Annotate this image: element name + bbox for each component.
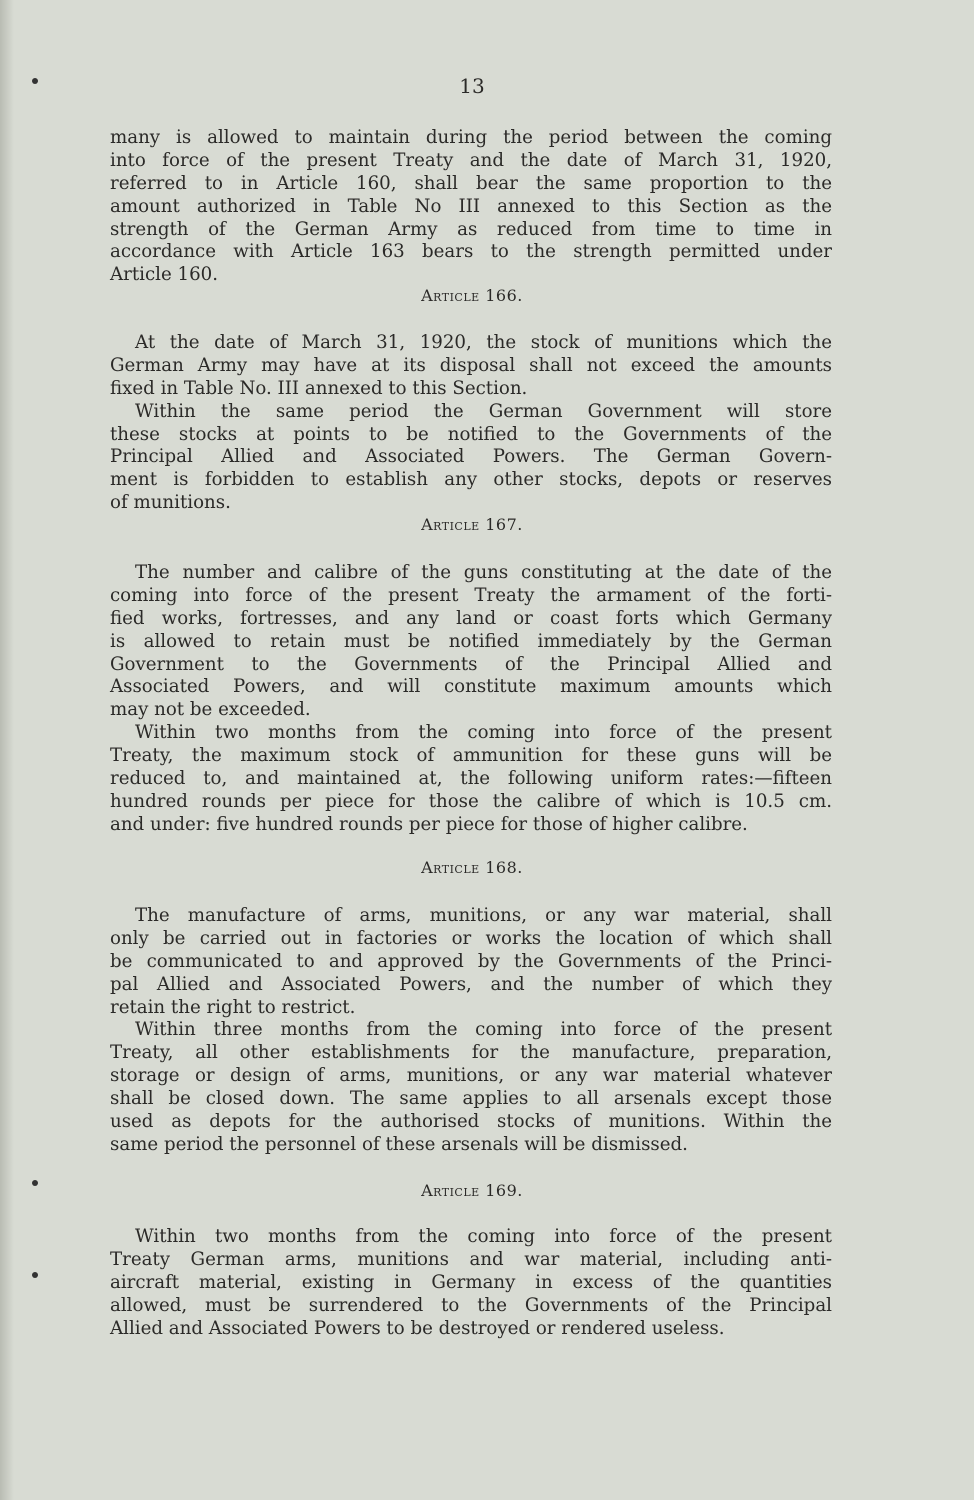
article-body — [110, 1226, 832, 1340]
text-line: ment is forbidden to establish any other stocks, depots or reserves — [110, 469, 832, 491]
text-line: into force of the present Treaty and the date of March 31, 1920, — [110, 149, 832, 171]
paragraph — [110, 905, 832, 1019]
text-line: At the date of March 31, 1920, the stock of munitions which the — [135, 332, 832, 353]
paragraph — [110, 562, 832, 722]
text-line: Treaty German arms, munitions and war material, including anti- — [110, 1248, 832, 1270]
text-line: retain the right to restrict. — [110, 996, 356, 1018]
text-line: Within two months from the coming into force of the present — [135, 722, 832, 744]
article-body — [110, 905, 832, 1157]
text-line: coming into force of the present Treaty the armament of the forti- — [110, 584, 832, 606]
text-line: fixed in Table No. III annexed to this Section. — [110, 377, 528, 399]
article-heading: Article 169. — [421, 1181, 523, 1200]
text-line: strength of the German Army as reduced from time to time in — [110, 218, 832, 240]
text-line: German Army may have at its disposal shall not exceed the amounts — [110, 354, 832, 376]
text-line: aircraft material, existing in Germany in excess of the quantities — [110, 1271, 832, 1293]
text-line: only be carried out in factories or works the location of which shall — [110, 927, 832, 949]
text-line: allowed, must be surrendered to the Governments of the Principal — [110, 1294, 832, 1316]
text-line: referred to in Article 160, shall bear the same proportion to the — [110, 172, 832, 194]
text-line: reduced to, and maintained at, the following uniform rates:—fifteen — [110, 768, 832, 790]
paragraph — [110, 1226, 832, 1340]
article-heading: Article 167. — [421, 515, 523, 534]
text-line: may not be exceeded. — [110, 699, 311, 721]
text-line: of munitions. — [110, 492, 231, 514]
article-body — [110, 332, 832, 515]
text-line: Within three months from the coming into force of the present — [135, 1019, 832, 1041]
text-line: Article 160. — [110, 264, 218, 286]
text-line: Treaty, the maximum stock of ammunition for these guns will be — [110, 745, 832, 767]
text-line: storage or design of arms, munitions, or any war material whatever — [110, 1065, 832, 1087]
text-line: hundred rounds per piece for those the calibre of which is 10.5 cm. — [110, 790, 832, 812]
text-line: used as depots for the authorised stocks of munitions. Within the — [110, 1111, 832, 1133]
text-line: is allowed to retain must be notified immediately by the German — [110, 630, 832, 652]
text-line: accordance with Article 163 bears to the strength permitted under — [110, 241, 832, 263]
text-line: many is allowed to maintain during the period between the coming — [110, 127, 832, 148]
text-line: Principal Allied and Associated Powers. The German Govern- — [110, 446, 832, 468]
text-line: fied works, fortresses, and any land or coast forts which Germany — [110, 607, 832, 629]
text-line: The number and calibre of the guns constituting at the date of the — [135, 562, 832, 583]
page-number: 13 — [459, 74, 485, 98]
text-line: Within the same period the German Government will store — [135, 400, 832, 422]
paragraph — [110, 332, 832, 401]
text-line: and under: five hundred rounds per piece for those of higher calibre. — [110, 813, 748, 835]
text-line: Within two months from the coming into force of the present — [135, 1226, 832, 1247]
paragraph — [110, 401, 832, 515]
article-body — [110, 127, 832, 287]
article-heading: Article 166. — [421, 286, 523, 305]
paragraph — [110, 722, 832, 836]
binding-hole-mark — [32, 1272, 38, 1278]
text-line: Associated Powers, and will constitute maximum amounts which — [110, 676, 832, 698]
text-line: Government to the Governments of the Principal Allied and — [110, 653, 832, 675]
article-body — [110, 562, 832, 837]
text-line: pal Allied and Associated Powers, and the number of which they — [110, 973, 832, 995]
text-line: same period the personnel of these arsenals will be dismissed. — [110, 1133, 688, 1155]
text-line: Allied and Associated Powers to be destroyed or rendered useless. — [110, 1317, 725, 1339]
page-edge-shadow — [0, 0, 14, 1500]
paragraph — [110, 1019, 832, 1156]
text-line: these stocks at points to be notified to the Governments of the — [110, 423, 832, 445]
text-line: shall be closed down. The same applies to all arsenals except those — [110, 1088, 832, 1110]
text-line: amount authorized in Table No III annexed to this Section as the — [110, 195, 832, 217]
text-line: Treaty, all other establishments for the manufacture, preparation, — [110, 1042, 832, 1064]
paragraph — [110, 127, 832, 287]
text-line: be communicated to and approved by the Governments of the Princi- — [110, 950, 832, 972]
text-line: The manufacture of arms, munitions, or any war material, shall — [135, 905, 832, 926]
article-heading: Article 168. — [421, 858, 523, 877]
